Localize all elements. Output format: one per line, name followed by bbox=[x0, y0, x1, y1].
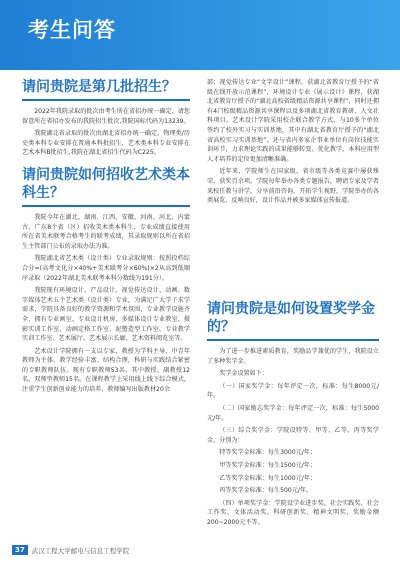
answer-paragraph: 我院湖北省艺术类（设计类）专业录取规则：按照投档综合分=(高考文化分×40%+美术联考分×60%)×2从高到低顺序录取（2022年湖北美术联考本科分数线为191分）。 bbox=[22, 255, 190, 282]
page-title: 考生问答 bbox=[28, 18, 116, 42]
answer-paragraph: 丙等奖学金标准：每生500元/年。 bbox=[219, 487, 313, 495]
answer-paragraph: 近年来，学院师生在国家级、省市级等各类竞赛中屡获殊荣，获奖百余项。学院每年举办各类专题报告，聘请专家及学者来校任教与讲学，分享前沿咨询，开拓学生视野，学院举办的各类展览、反响良好，设计作品并被多家媒体宣传报道。 bbox=[207, 168, 379, 205]
question-scholarship bbox=[207, 300, 379, 531]
question-art bbox=[22, 166, 190, 395]
right-column-continued bbox=[207, 78, 379, 292]
answer-paragraph: 我院今年在湖北、湖南、江西、安徽、河南、河北、内蒙古、广东8个省（区）招收美术类本科生，专业成绩直接使用所在省美术联考合格考生的联考成绩，其录取规则以所在省招生主管部门公布的录取办法为准。 bbox=[22, 213, 190, 250]
question-title: 请问贵院是如何设置奖学金的？ bbox=[207, 300, 379, 341]
question-batch bbox=[22, 78, 190, 158]
page-footer bbox=[12, 544, 129, 556]
answer-paragraph: （二）国家励志奖学金：每年评定一次，标准：每生5000元/年。 bbox=[207, 404, 379, 422]
answer-paragraph: 特等奖学金标准：每生3000元/年； bbox=[219, 449, 316, 457]
answer-paragraph: 艺术设计学院拥有一支以专家、教授为学科主导，中青年教师为主体，教学经验丰富、结构合理，科研与实践结合紧密的专职教师队伍。现有专职教师53名，其中教授、副教授12名，双师型教师15名。在课程教学上采用线上线下综合模式，注重学生创新创业能力的培养，教师编写出版教材20余 bbox=[22, 347, 190, 394]
school-name: 武汉工程大学邮电与信息工程学院 bbox=[31, 546, 130, 555]
question-title: 请问贵院是第几批招生？ bbox=[22, 78, 190, 101]
answer-paragraph: 奖学金设置如下： bbox=[219, 370, 268, 378]
page-header bbox=[0, 0, 400, 70]
question-title: 请问贵院如何招收艺术类本科生？ bbox=[22, 166, 190, 207]
answer-paragraph: 部；视觉传达专业“文字设计”课程，获湖北省教育厅授予的“省级在线开放示范课程”，环境设计专业《展示设计》课程，获湖北省教育厅授予的“湖北高校省级精品资源共享课程”，同时还拥有4门校级精品资源共享课程以及多项湖北省教育教研、人文社科项目。艺术设计学院采用校企联合教学方式，与10多个单位签约了校外实习与实训基地，其中有湖北省教育厅授予的“湖北省高校实习实训基地”。还与省内多家企事业单位有岗位技能实训环节，力求理论实践的成果能够转变、优化教学，本科应用型人才培养的定位更加清晰准确。 bbox=[207, 79, 379, 163]
answer-paragraph: 我院湖北省录取的批次由湖北省招办统一确定，物理类/历史类本科专业安排在普通本科批招生，艺术类本科专业安排在艺术本科B批招生,我院在湖北省招生代码为C225。 bbox=[22, 130, 190, 157]
answer-paragraph: （一）国家奖学金：每年评定一次，标准：每生8000元/年。 bbox=[207, 382, 379, 400]
answer-paragraph: 甲等奖学金标准：每生1500元/年； bbox=[219, 461, 316, 469]
answer-paragraph: 乙等奖学金标准：每生1000元/年； bbox=[219, 474, 316, 482]
answer-paragraph: （三）综合奖学金：学院设特等、甲等、乙等、丙等奖学金，分别为： bbox=[207, 427, 379, 444]
left-column bbox=[22, 78, 190, 403]
answer-paragraph: 我院现有环境设计、产品设计、视觉传达设计、动画、数字媒体艺术五个艺术类（设计类）专业，为满足广大学子求学需求，学院具备良好的教学资源和学术氛围，专业教学设施齐全，拥有专业画室、专业设计机房、多媒体设计专业教室、摄影实训工作室、动画定格工作室、泥塑造型工作室、专业教学实训工作室、艺术展厅、艺术展示长廊、艺术资料阅览室等。 bbox=[22, 287, 190, 343]
answer-paragraph: （四）单项奖学金：学院设学业进步奖、社会实践奖、社会工作奖、文体活动奖、科研创新奖、精神文明奖，奖励金额200~2000元不等。 bbox=[207, 499, 379, 526]
answer-paragraph: 为了进一步推进素质教育，奖励品学兼优的学生，我院设立了多种奖学金。 bbox=[207, 348, 379, 365]
answer-paragraph: 2022年我院录取的批次由考生所在省招办统一确定，请您留意所在省招办发布的我院招生批次,我院国标代码为13239。 bbox=[22, 108, 190, 125]
page-number: 37 bbox=[12, 545, 28, 555]
